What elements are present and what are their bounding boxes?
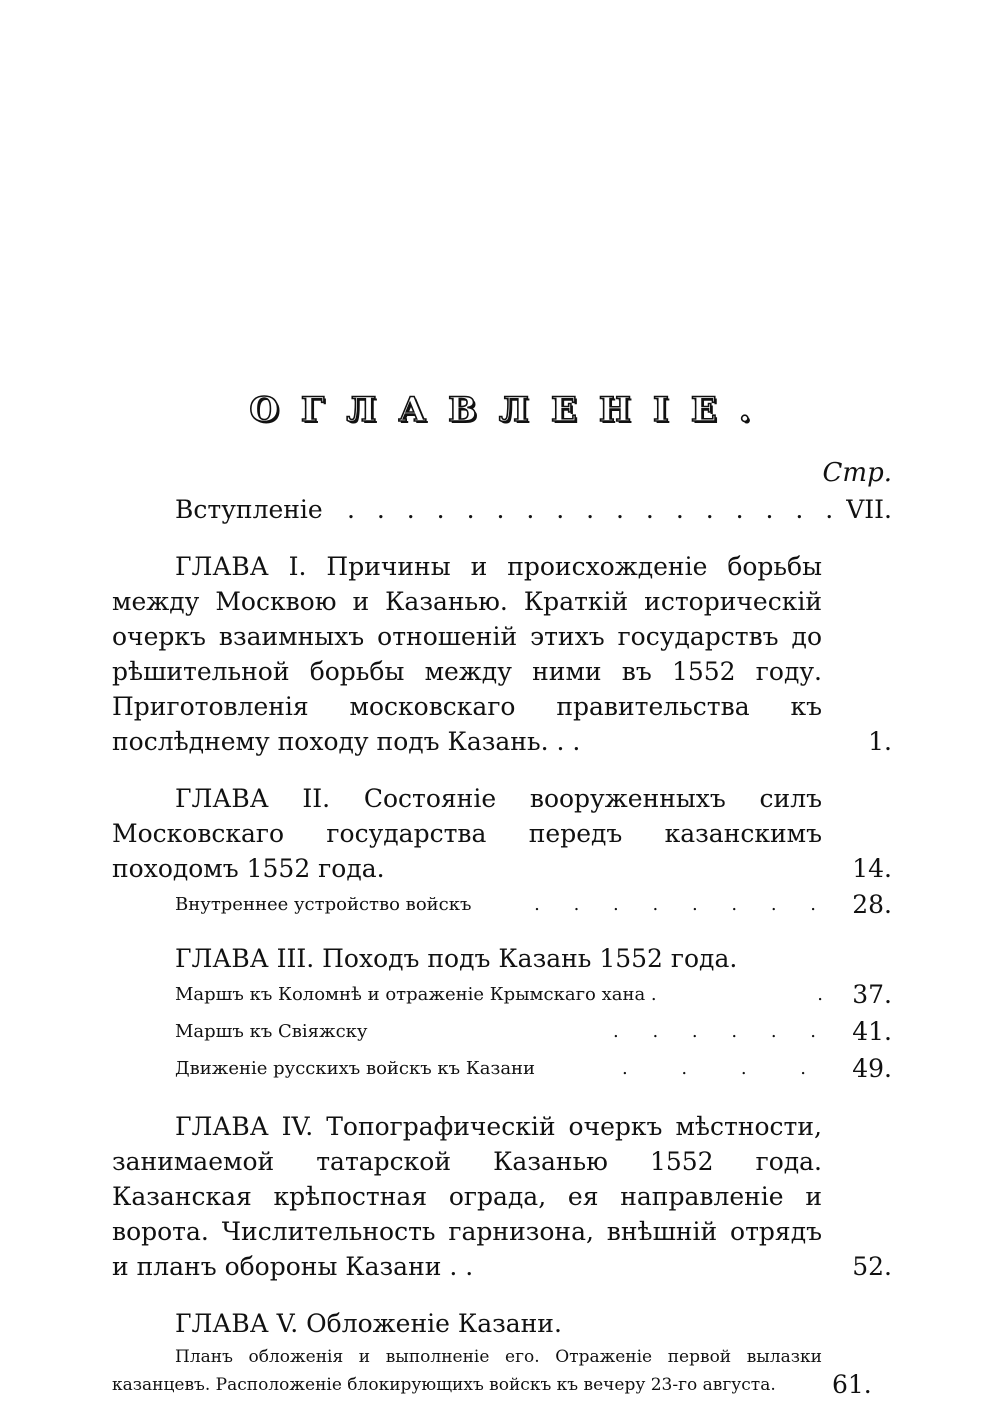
toc-entry-text: ГЛАВА III. Походъ подъ Казань 1552 года. [175,944,738,973]
toc-entry-chapter-3[interactable] [112,941,892,976]
dot-leader: . . . . . . [613,1021,830,1042]
toc-entry-text: Вступленіе [175,495,323,524]
table-of-contents [112,492,892,1399]
toc-page-number: 49. [852,1054,892,1083]
toc-entry-march-sviyazhsk[interactable] [112,1013,892,1050]
toc-entry-text: ГЛАВА II. Состояніе вооруженныхъ силъ Московскаго государства передъ казанскимъ походомъ 1552 года. [112,784,822,883]
toc-entry-blockade-plan[interactable] [112,1343,892,1399]
dot-leader: . . . . . . . . [534,894,830,915]
toc-entry-text: Движеніе русскихъ войскъ къ Казани [175,1058,536,1079]
toc-page-number: VII. [846,495,892,524]
toc-page-number: 28. [852,890,892,919]
toc-entry-chapter-1[interactable] [112,549,892,759]
page-column-label: Стр. [822,458,892,488]
page-title: ОГЛАВЛЕНІЕ. [249,390,773,430]
toc-entry-march-kolomna[interactable] [112,976,892,1013]
toc-page-number: 14. [852,854,892,883]
toc-entry-internal-structure[interactable] [112,886,892,923]
toc-entry-text: Планъ обложенія и выполненіе его. Отраженіе первой вылазки казанцевъ. Расположеніе блокирующихъ войскъ къ вечеру 23-го августа. [112,1347,822,1395]
toc-page-number: 41. [852,1017,892,1046]
toc-entry-text: Маршъ къ Коломнѣ и отраженіе Крымскаго хана . [175,984,657,1005]
toc-entry-text: Внутреннее устройство войскъ [175,894,472,915]
toc-entry-text: ГЛАВА IV. Топографическій очеркъ мѣстности, занимаемой татарской Казанью 1552 года. Казанская крѣпостная ограда, ея направленіе и ворота. Числительность гарнизона, внѣшній отрядъ и планъ обороны Казани . . [112,1112,822,1281]
toc-page-number: 1. [868,727,892,756]
toc-entry-movement-to-kazan[interactable] [112,1050,892,1087]
toc-page-number: 37. [852,980,892,1009]
dot-leader: . [817,984,830,1005]
toc-page-number: 61. [832,1370,872,1399]
dot-leader: . . . . . . . . . . . . . . . . . [347,495,841,524]
toc-entry-chapter-5[interactable] [112,1306,892,1341]
toc-entry-chapter-4[interactable] [112,1109,892,1284]
toc-entry-introduction[interactable] [112,492,892,527]
dot-leader: . . . . [621,1058,830,1079]
toc-entry-text: ГЛАВА V. Обложеніе Казани. [175,1309,562,1338]
toc-page-number: 52. [852,1252,892,1281]
toc-entry-chapter-2[interactable] [112,781,892,886]
toc-entry-text: ГЛАВА I. Причины и происхожденіе борьбы между Москвою и Казанью. Краткій историческій очеркъ взаимныхъ отношеній этихъ государствъ до рѣшительной борьбы между ними въ 1552 году. Приготовленія московскаго правительства къ послѣднему походу подъ Казань. . . [112,552,822,756]
toc-entry-text: Маршъ къ Свіяжску [175,1021,368,1042]
